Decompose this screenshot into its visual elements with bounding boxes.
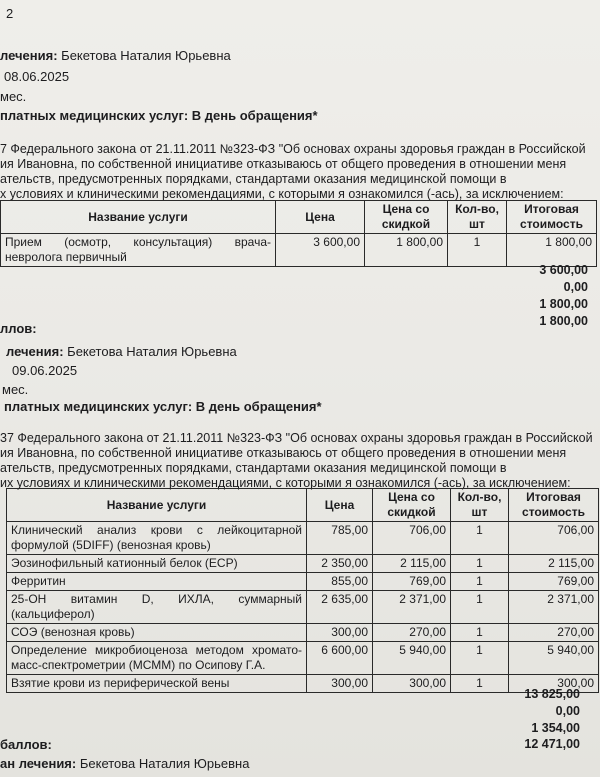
service-discount-price: 2 115,00	[373, 555, 451, 573]
table-row	[7, 675, 599, 693]
block2-services-heading: платных медицинских услуг: В день обращения*	[4, 399, 322, 414]
block1-date: 08.06.2025	[4, 69, 70, 84]
block2-patient-line	[6, 344, 237, 360]
block2-date: 09.06.2025	[12, 363, 78, 378]
header-discount-price: Цена со скидкой	[373, 489, 451, 522]
header-service-name: Название услуги	[7, 489, 307, 522]
service-price: 2 635,00	[307, 591, 373, 624]
table-row	[7, 624, 599, 642]
block1-total-discount: 1 800,00	[539, 297, 588, 311]
service-quantity: 1	[451, 522, 509, 555]
block2-total-payable: 12 471,00	[524, 737, 580, 751]
block2-patient-name: Бекетова Наталия Юрьевна	[67, 344, 237, 359]
service-discount-price: 270,00	[373, 624, 451, 642]
service-price: 3 600,00	[276, 234, 365, 267]
service-name: 25-OH витамин D, ИХЛА, суммарный (кальциферол)	[7, 591, 307, 624]
service-name: Определение микробиоценоза методом хромато-масс-спектрометрии (МСММ) по Осипову Г.А.	[7, 642, 307, 675]
service-discount-price: 5 940,00	[373, 642, 451, 675]
block1-law-line-4: х условиях и клиническими рекомендациями, с которыми я ознакомился (-ась), за исключением:	[0, 187, 564, 201]
block1-total-payable: 1 800,00	[539, 314, 588, 328]
block1-services-table	[0, 200, 597, 267]
service-discount-price: 706,00	[373, 522, 451, 555]
header-discount-price: Цена со скидкой	[365, 201, 448, 234]
block2-law-line-1: 37 Федерального закона от 21.11.2011 №323-ФЗ "Об основах охраны здоровья граждан в Российской	[0, 431, 593, 445]
service-quantity: 1	[451, 642, 509, 675]
service-quantity: 1	[451, 573, 509, 591]
header-total: Итоговая стоимость	[509, 489, 599, 522]
service-quantity: 1	[451, 591, 509, 624]
block3-patient-name: Бекетова Наталия Юрьевна	[79, 756, 250, 771]
service-quantity: 1	[451, 555, 509, 573]
service-total: 270,00	[509, 624, 599, 642]
block1-mes: мес.	[0, 89, 27, 104]
service-price: 855,00	[307, 573, 373, 591]
block2-services-table	[6, 488, 599, 693]
header-quantity: Кол-во, шт	[451, 489, 509, 522]
block2-total-sum: 13 825,00	[524, 687, 580, 701]
service-price: 300,00	[307, 624, 373, 642]
block2-patient-label: лечения:	[6, 344, 64, 359]
block2-total-points: 0,00	[555, 704, 580, 718]
header-price: Цена	[276, 201, 365, 234]
service-name: СОЭ (венозная кровь)	[7, 624, 307, 642]
block1-total-sum: 3 600,00	[539, 263, 588, 277]
service-discount-price: 1 800,00	[365, 234, 448, 267]
service-total: 769,00	[509, 573, 599, 591]
service-discount-price: 769,00	[373, 573, 451, 591]
service-price: 300,00	[307, 675, 373, 693]
block1-total-points: 0,00	[563, 280, 588, 294]
service-name: Клинический анализ крови с лейкоцитарной формулой (5DIFF) (венозная кровь)	[7, 522, 307, 555]
table-header-row	[1, 201, 597, 234]
block2-law-line-3: ательств, предусмотренных порядками, стандартами оказания медицинской помощи в	[0, 461, 507, 475]
block1-patient-label: лечения:	[0, 48, 58, 63]
header-price: Цена	[307, 489, 373, 522]
block1-law-line-2: ия Ивановна, по собственной инициативе отказываюсь от общего проведения в отношении меня	[0, 157, 567, 171]
service-quantity: 1	[451, 675, 509, 693]
service-total: 2 371,00	[509, 591, 599, 624]
page-fragment-number: 2	[6, 6, 14, 21]
service-discount-price: 300,00	[373, 675, 451, 693]
table-row	[7, 555, 599, 573]
service-price: 6 600,00	[307, 642, 373, 675]
block2-law-line-4: их условиях и клиническими рекомендациями, с которыми я ознакомился (-ась), за исключением:	[0, 476, 571, 490]
service-total: 1 800,00	[507, 234, 597, 267]
service-quantity: 1	[448, 234, 507, 267]
service-total: 300,00	[509, 675, 599, 693]
header-service-name: Название услуги	[1, 201, 276, 234]
block1-patient-name: Бекетова Наталия Юрьевна	[61, 48, 231, 63]
table-row	[7, 591, 599, 624]
service-price: 785,00	[307, 522, 373, 555]
service-price: 2 350,00	[307, 555, 373, 573]
header-quantity: Кол-во, шт	[448, 201, 507, 234]
block1-points-label: ллов:	[0, 321, 37, 336]
service-total: 5 940,00	[509, 642, 599, 675]
service-name: Ферритин	[7, 573, 307, 591]
header-total: Итоговая стоимость	[507, 201, 597, 234]
block3-patient-label: ан лечения:	[0, 756, 77, 771]
table-row	[7, 522, 599, 555]
block2-total-discount: 1 354,00	[531, 721, 580, 735]
block1-law-line-1: 7 Федерального закона от 21.11.2011 №323-ФЗ "Об основах охраны здоровья граждан в Российской	[0, 142, 586, 156]
service-name: Прием (осмотр, консультация) врача-невролога первичный	[1, 234, 276, 267]
service-name: Эозинофильный катионный белок (ECP)	[7, 555, 307, 573]
table-row	[1, 234, 597, 267]
service-discount-price: 2 371,00	[373, 591, 451, 624]
table-header-row	[7, 489, 599, 522]
service-quantity: 1	[451, 624, 509, 642]
service-total: 706,00	[509, 522, 599, 555]
block2-law-line-2: ия Ивановна, по собственной инициативе отказываюсь от общего проведения в отношении меня	[0, 446, 567, 460]
service-total: 2 115,00	[509, 555, 599, 573]
block3-patient-line	[0, 756, 249, 772]
block2-mes: мес.	[2, 382, 29, 397]
table-row	[7, 573, 599, 591]
block2-points-label: баллов:	[0, 737, 52, 752]
block1-patient-line	[0, 48, 231, 64]
block1-law-line-3: ательств, предусмотренных порядками, стандартами оказания медицинской помощи в	[0, 172, 507, 186]
service-name: Взятие крови из периферической вены	[7, 675, 307, 693]
block1-services-heading: платных медицинских услуг: В день обращения*	[0, 108, 318, 123]
table-row	[7, 642, 599, 675]
